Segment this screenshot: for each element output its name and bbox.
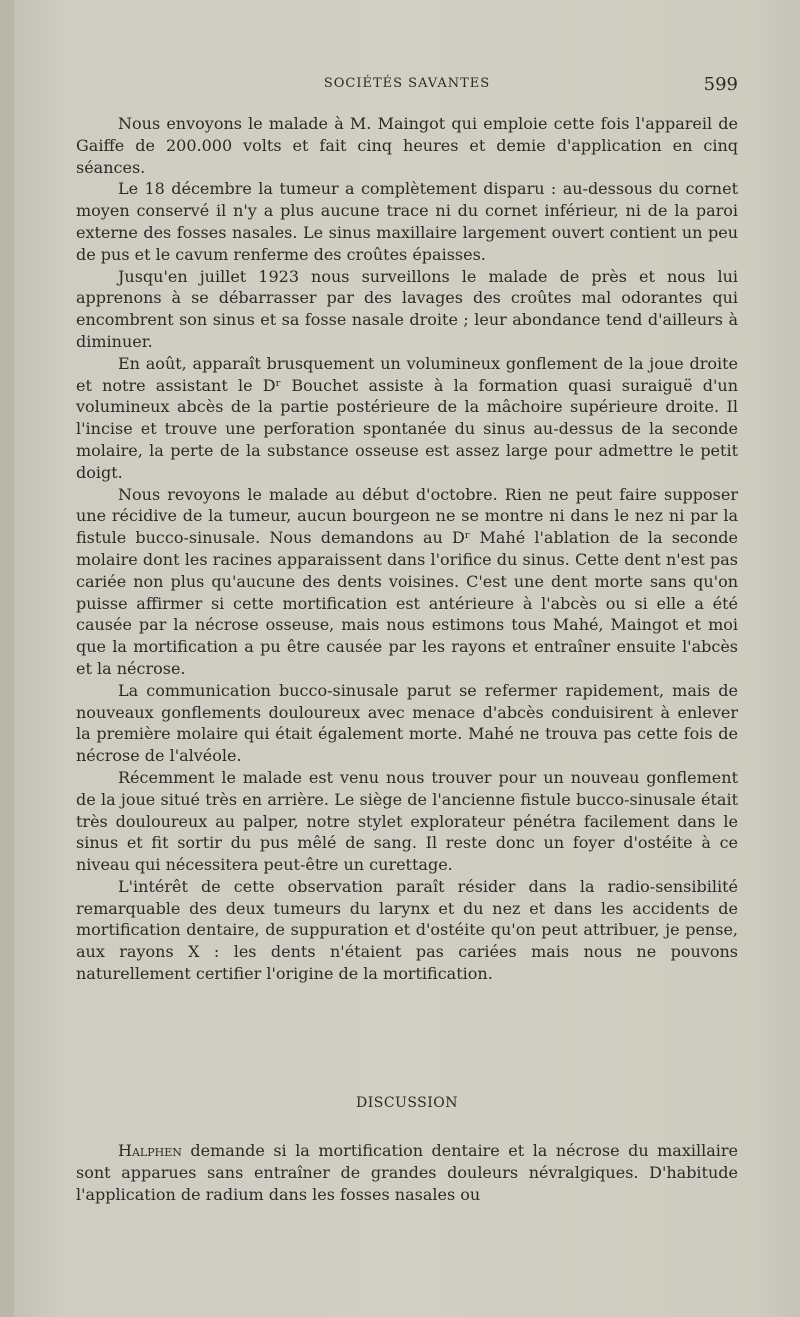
- body-text: [76, 113, 738, 985]
- discussion-paragraph: [76, 1140, 738, 1205]
- paragraph: Nous envoyons le malade à M. Maingot qui emploie cette fois l'appareil de Gaiffe de 200.000 volts et fait cinq heures et demie d'application en cinq séances.: [76, 114, 738, 177]
- paragraph: Nous revoyons le malade au début d'octobre. Rien ne peut faire supposer une récidive de la tumeur, aucun bourgeon ne se montre ni dans le nez ni par la fistule bucco-sinusale. Nous demandons au Dʳ Mahé l'ablation de la seconde molaire dont les racines apparaissent dans l'orifice du sinus. Cette dent n'est pas cariée non plus qu'aucune des dents voisines. C'est une dent morte sans qu'on puisse affirmer si cette mortification est antérieure à l'abcès ou si elle a été causée par la nécrose osseuse, mais nous estimons tous Mahé, Maingot et moi que la mortification a pu être causée par les rayons et entraîner ensuite l'abcès et la nécrose.: [76, 484, 738, 678]
- paragraph: Récemment le malade est venu nous trouver pour un nouveau gonflement de la joue situé très en arrière. Le siège de l'ancienne fistule bucco-sinusale était très douloureux au palper, notre stylet explorateur pénétra facilement dans le sinus et fit sortir du pus mêlé de sang. Il reste donc un foyer d'ostéite à ce niveau qui nécessitera peut-être un curettage.: [76, 767, 738, 875]
- paragraph: En août, apparaît brusquement un volumineux gonflement de la joue droite et notre assistant le Dʳ Bouchet assiste à la formation quasi suraiguë d'un volumineux abcès de la partie postérieure de la mâchoire supérieure droite. Il l'incise et trouve une perforation spontanée du sinus au-dessus de la seconde molaire, la perte de la substance osseuse est assez large pour admettre le petit doigt.: [76, 353, 738, 482]
- page-number: 599: [703, 74, 738, 95]
- running-title: SOCIÉTÉS SAVANTES: [323, 76, 491, 91]
- paragraph: La communication bucco-sinusale parut se refermer rapidement, mais de nouveaux gonflements douloureux avec menace d'abcès conduisirent à enlever la première molaire qui était également morte. Mahé ne trouva pas cette fois de nécrose de l'alvéole.: [76, 680, 738, 766]
- paragraph: Jusqu'en juillet 1923 nous surveillons le malade de près et nous lui apprenons à se débarrasser par des lavages des croûtes mal odorantes qui encombrent son sinus et sa fosse nasale droite ; leur abondance tend d'ailleurs à diminuer.: [76, 266, 738, 351]
- page-header: [76, 74, 738, 98]
- paragraph: L'intérêt de cette observation paraît résider dans la radio-sensibilité remarquable des deux tumeurs du larynx et du nez et dans les accidents de mortification dentaire, de suppuration et d'ostéite qu'on peut attribuer, je pense, aux rayons X : les dents n'étaient pas cariées mais nous ne pouvons naturellement certifier l'origine de la mortification.: [76, 876, 738, 984]
- discussion-text: demande si la mortification dentaire et la nécrose du maxillaire sont apparues sans entraîner de grandes douleurs névralgiques. D'habitude l'application de radium dans les fosses nasales ou: [76, 1141, 738, 1204]
- discussion-heading: DISCUSSION: [355, 1095, 459, 1111]
- discussion-section: [76, 1140, 738, 1205]
- paragraph: Le 18 décembre la tumeur a complètement disparu : au-dessous du cornet moyen conservé il n'y a plus aucune trace ni du cornet inférieur, ni de la paroi externe des fosses nasales. Le sinus maxillaire largement ouvert contient un peu de pus et le cavum renferme des croûtes épaisses.: [76, 179, 738, 264]
- speaker-name: Halphen: [118, 1141, 182, 1160]
